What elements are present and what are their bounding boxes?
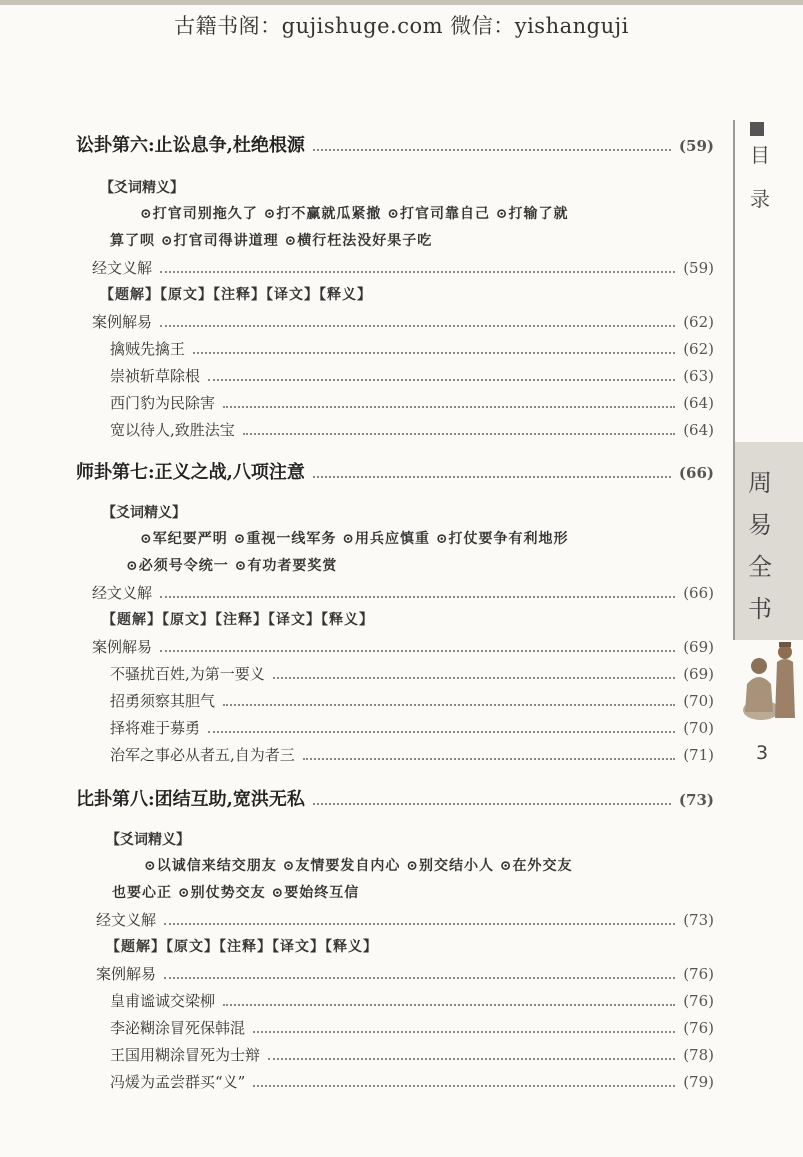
page-ref: (64) (683, 421, 714, 439)
yao-text-line: ⊙打官司别拖久了 ⊙打不赢就瓜紧撤 ⊙打官司靠自己 ⊙打输了就 (140, 206, 569, 222)
subsection-tags: 【题解】【原文】【注释】【译文】【释义】 (100, 287, 372, 303)
section-row (96, 909, 714, 930)
page-ref: (62) (683, 340, 714, 358)
dot-leader (160, 325, 675, 327)
item-title: 招勇须察其胆气 (110, 692, 216, 710)
dot-leader (223, 406, 675, 408)
page-ref: (66) (678, 464, 714, 482)
page-ref: (59) (683, 259, 714, 277)
yao-heading: 【爻词精义】 (106, 832, 190, 848)
page-ref: (73) (678, 791, 714, 809)
dot-leader (223, 704, 675, 706)
item-title: 皇甫谧诚交梁柳 (110, 992, 216, 1010)
item-title: 擒贼先擒王 (110, 340, 186, 358)
toc-item (110, 365, 714, 386)
toc-item (110, 1044, 714, 1065)
dot-leader (164, 977, 675, 979)
section-title: 案例解易 (96, 965, 157, 983)
yao-text-line: 也要心正 ⊙别仗势交友 ⊙要始终互信 (112, 885, 360, 901)
page-ref: (79) (683, 1073, 714, 1091)
chapter-title: 师卦第七:正义之战,八项注意 (76, 462, 305, 483)
dot-leader (273, 677, 675, 679)
figurines-illustration (741, 640, 803, 722)
section-row (92, 257, 714, 278)
yao-heading: 【爻词精义】 (100, 180, 184, 196)
toc-item (110, 690, 714, 711)
item-title: 王国用糊涂冒死为士辩 (110, 1046, 261, 1064)
toc-item (110, 1017, 714, 1038)
chapter-title-row (76, 131, 714, 157)
page-ref: (71) (683, 746, 714, 764)
dot-leader (160, 650, 675, 652)
item-title: 择将难于募勇 (110, 719, 201, 737)
page-ref: (70) (683, 692, 714, 710)
subsection-tags: 【题解】【原文】【注释】【译文】【释义】 (102, 612, 374, 628)
section-title: 经文义解 (92, 584, 153, 602)
item-title: 治军之事必从者五,自为者三 (110, 746, 295, 764)
sidebar-mulu (747, 133, 773, 221)
chapter-title-row (76, 785, 714, 811)
page-ref: (76) (683, 992, 714, 1010)
chapter-title-row (76, 458, 714, 484)
item-title: 李泌糊涂冒死保韩混 (110, 1019, 246, 1037)
section-row (92, 636, 714, 657)
dot-leader (223, 1004, 675, 1006)
subsection-tags: 【题解】【原文】【注释】【译文】【释义】 (106, 939, 378, 955)
yao-text-line: ⊙必须号令统一 ⊙有功者要奖赏 (126, 558, 338, 574)
dot-leader (160, 596, 675, 598)
sidebar-mulu-char: 录 (750, 187, 770, 211)
dot-leader (208, 379, 675, 381)
chapter-title: 比卦第八:团结互助,宽洪无私 (76, 789, 305, 810)
book-title-char: 书 (748, 595, 772, 623)
dot-leader (253, 1031, 675, 1033)
sidebar-book-title (745, 462, 775, 630)
toc-item (110, 744, 714, 765)
yao-heading: 【爻词精义】 (102, 505, 186, 521)
dot-leader (193, 352, 675, 354)
section-row (92, 582, 714, 603)
dot-leader (313, 149, 671, 151)
dot-leader (208, 731, 675, 733)
toc-item (110, 990, 714, 1011)
page-ref: (59) (678, 137, 714, 155)
sidebar-mulu-char: 目 (750, 143, 770, 167)
page-ref: (63) (683, 367, 714, 385)
item-title: 冯煖为孟尝群买“义” (110, 1073, 246, 1091)
item-title: 崇祯斩草除根 (110, 367, 201, 385)
dot-leader (303, 758, 675, 760)
toc-item (110, 717, 714, 738)
toc-item (110, 1071, 714, 1092)
item-title: 宽以待人,致胜法宝 (110, 421, 235, 439)
section-row (96, 963, 714, 984)
page-ref: (70) (683, 719, 714, 737)
section-row (92, 311, 714, 332)
page-ref: (76) (683, 965, 714, 983)
yao-text-line: ⊙军纪要严明 ⊙重视一线军务 ⊙用兵应慎重 ⊙打仗要争有利地形 (140, 531, 569, 547)
page-ref: (64) (683, 394, 714, 412)
book-title-char: 全 (748, 553, 772, 581)
book-title-char: 易 (748, 511, 772, 539)
dot-leader (313, 476, 671, 478)
section-title: 经文义解 (96, 911, 157, 929)
toc-item (110, 419, 714, 440)
chapter-title: 讼卦第六:止讼息争,杜绝根源 (76, 135, 305, 156)
yao-text-line: ⊙以诚信来结交朋友 ⊙友情要发自内心 ⊙别交结小人 ⊙在外交友 (144, 858, 573, 874)
dot-leader (160, 271, 675, 273)
page-ref: (69) (683, 665, 714, 683)
toc-item (110, 338, 714, 359)
section-title: 经文义解 (92, 259, 153, 277)
book-title-char: 周 (748, 469, 772, 497)
page-ref: (62) (683, 313, 714, 331)
watermark: 古籍书阁：gujishuge.com 微信：yishanguji (174, 14, 629, 38)
page-ref: (76) (683, 1019, 714, 1037)
dot-leader (313, 803, 671, 805)
dot-leader (243, 433, 675, 435)
item-title: 西门豹为民除害 (110, 394, 216, 412)
dot-leader (253, 1085, 675, 1087)
section-title: 案例解易 (92, 638, 153, 656)
section-title: 案例解易 (92, 313, 153, 331)
yao-text-line: 算了呗 ⊙打官司得讲道理 ⊙横行枉法没好果子吃 (110, 233, 433, 249)
item-title: 不骚扰百姓,为第一要义 (110, 665, 265, 683)
dot-leader (164, 923, 675, 925)
toc-item (110, 392, 714, 413)
top-border (0, 0, 803, 5)
page-number: 3 (756, 742, 769, 764)
page-ref: (66) (683, 584, 714, 602)
dot-leader (268, 1058, 675, 1060)
page-ref: (78) (683, 1046, 714, 1064)
page-ref: (69) (683, 638, 714, 656)
page-ref: (73) (683, 911, 714, 929)
toc-item (110, 663, 714, 684)
